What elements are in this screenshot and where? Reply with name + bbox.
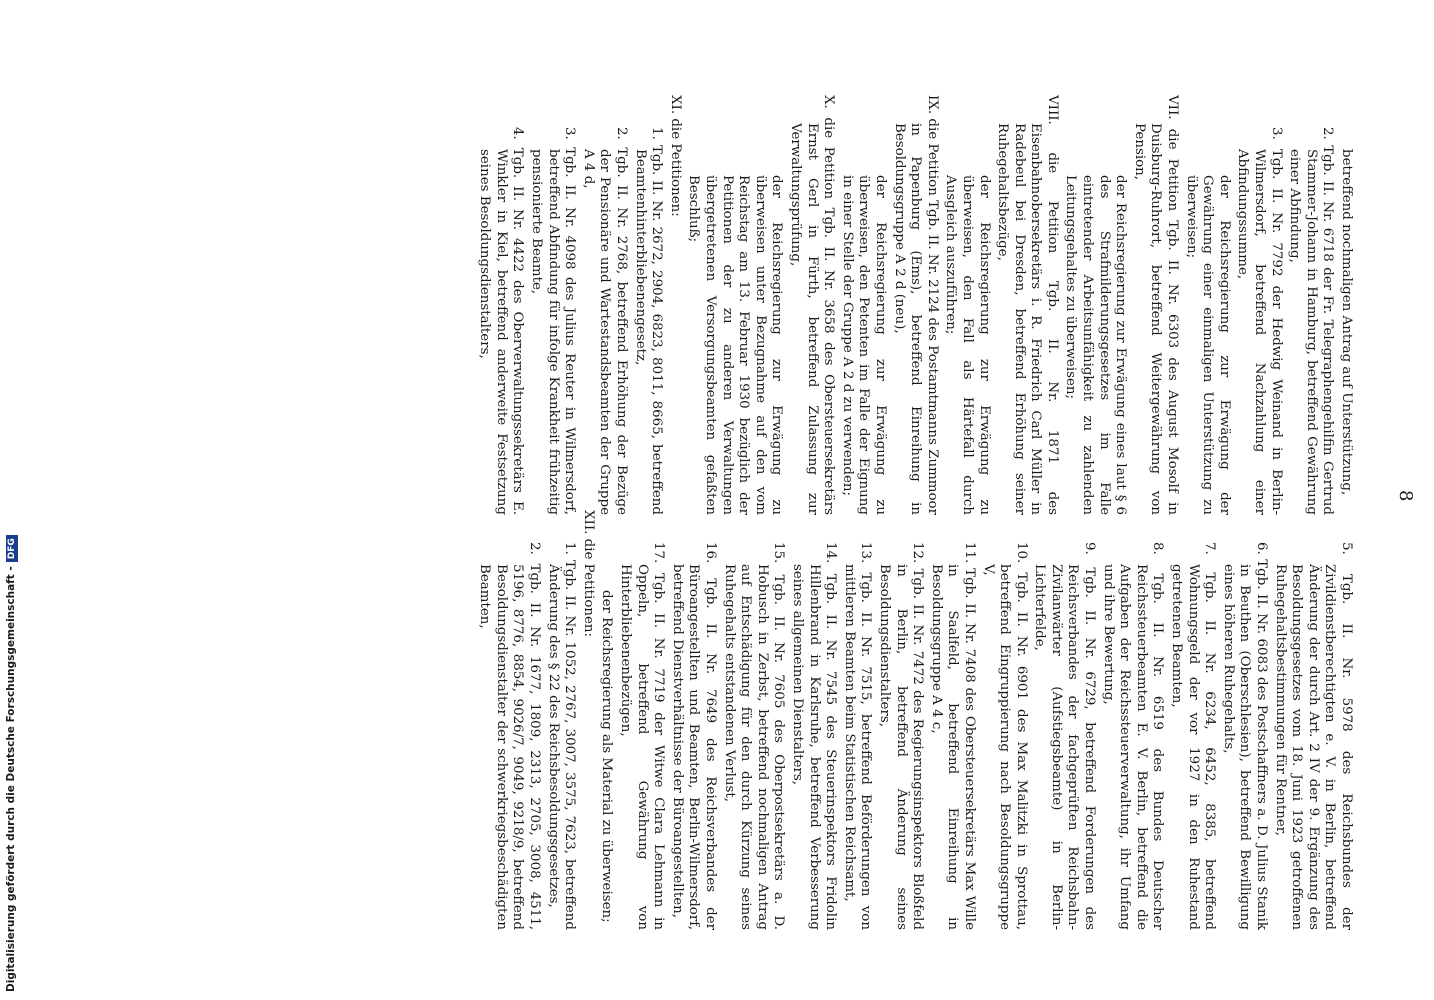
paragraph: 15. Tgb. II. Nr. 7605 des Oberpostsekretärs a. D. Hobusch in Zerbst, betreffend nochmaligen Antrag auf Entschädigung für den durch Kürzung seines Ruhegehalts entstandenen Verlust, [721, 542, 787, 930]
paragraph: IX. die Petition Tgb. II. Nr. 2124 des Postamtmanns Zummoor in Papenburg (Ems), betreffend Einreihung in Besoldungsgruppe A 2 d (neu), [891, 95, 940, 515]
paragraph: 13. Tgb. II. Nr. 7515, betreffend Beförderungen von mittleren Beamten beim Statistischen Reichsamt, [841, 542, 874, 930]
left-column [474, 95, 1354, 515]
dfg-logo: DFG [6, 535, 18, 562]
paragraph: 12. Tgb. II. Nr. 7472 des Regierungsinspektors Bloßfeld in Berlin, betreffend Änderung seines Besoldungsdienstalters, [876, 542, 926, 930]
footer [0, 0, 22, 1000]
paragraph: 8. Tgb. II. Nr. 6519 des Bundes Deutscher Reichssteuerbeamten E. V. Berlin, betreffend die Aufgaben der Reichssteuerverwaltung, ihr Umfang und ihre Bewertung, [1100, 542, 1166, 930]
paragraph: VIII. die Petition Tgb. II. Nr. 1871 des Eisenbahnobersekretärs i. R. Friedrich Carl Müller in Radebeul bei Dresden, betreffend Erhöhung seiner Ruhegehaltsbezüge, [995, 95, 1060, 515]
footer-text: Digitalisierung gefördert durch die Deutsche Forschungsgemeinschaft - [5, 566, 17, 992]
paragraph: der Reichsregierung zur Erwägung eines laut § 6 des Strafmilderungsgesetzes im Falle eintretender Arbeitsunfähigkeit zu zahlenden Leitungsgehaltes zu überweisen; [1063, 175, 1129, 515]
paragraph: 6. Tgb. II. Nr. 6083 des Postschaffners a. D. Julius Stanik in Beuthen (Oberschlesien), betreffend Bewilligung eines höheren Ruhegehalts, [1220, 542, 1270, 930]
paragraph: 1. Tgb. II. Nr. 1052, 2767, 3007, 3575, 7623, betreffend Änderung des § 22 des Reichsbesoldungsgesetzes, [545, 542, 578, 930]
paragraph: 10. Tgb. II. Nr. 6901 des Max Malitzki in Sprottau, betreffend Eingruppierung nach Besoldungsgruppe V, [980, 542, 1029, 930]
paragraph: 17. Tgb. II. Nr. 7719 der Witwe Clara Lehmann in Oppeln, betreffend Gewährung von Hinterbliebenenbezügen, [618, 542, 667, 930]
paragraph: 3. Tgb. II. Nr. 4098 des Julius Reuter in Wilmersdorf, betreffend Abfindung für infolge Krankheit frühzeitig pensionierte Beamte, [529, 127, 578, 515]
paragraph: der Reichsregierung zur Erwägung zu überweisen, den Fall als Härtefall durch Ausgleich auszuführen; [943, 175, 992, 515]
paragraph: 2. Tgb. II. Nr. 2768, betreffend Erhöhung der Bezüge der Pensionäre und Wartestandsbeamten der Gruppe A 4 d, [580, 127, 630, 515]
paragraph: VII. die Petition Tgb. II. Nr. 6303 des August Mosolf in Duisburg-Ruhrort, betreffend Weitergewährung von Pension, [1131, 95, 1181, 515]
right-column [474, 510, 1354, 930]
paragraph: 5. Tgb. II. Nr. 5978 des Reichsbundes der Zivildienstberechtigten e. V. in Berlin, betreffend Änderung der durch Art. 2 IV der 9. Ergänzung des Besoldungsgesetzes vom 18. Juni 1923 getroffenen Ruhegehaltsbestimmungen für Rentner, [1272, 542, 1354, 930]
paragraph: 11. Tgb. II. Nr. 7408 des Obersteuersekretärs Max Wille in Saalfeld, betreffend Einreihung in Besoldungsgruppe A 4 c, [928, 542, 977, 930]
paragraph: der Reichsregierung als Material zu überweisen; [599, 590, 615, 923]
paragraph: der Reichsregierung zur Erwägung zu überweisen unter Bezugnahme auf den vom Reichstag am 13. Februar 1930 bezüglich der Petitionen der zu anderen Verwaltungen übergetretenen Versorgungsbeamten gefaßten Beschluß; [686, 175, 785, 515]
paragraph: XII. die Petitionen: [580, 510, 596, 638]
footer-text-container [5, 2, 18, 992]
paragraph: 2. Tgb. II. Nr. 1677, 1809, 2313, 2705, 3008, 4511, 5196, 8776, 8854, 9026/7, 9049, 9218/9, betreffend Besoldungsdienstalter der schwerkriegsbeschädigten Beamten, [477, 542, 543, 930]
paragraph: 7. Tgb. II. Nr. 6234, 6452, 8385, betreffend Wohnungsgeld der vor 1927 in den Ruhestand getretenen Beamten, [1169, 542, 1218, 930]
paragraph: 9. Tgb. II. Nr. 6729, betreffend Forderungen des Reichsverbandes der fachgeprüften Reichsbahn-Zivilanwärter (Aufstiegsbeamte) in Berlin-Lichterfelde, [1032, 542, 1098, 930]
paragraph: betreffend nochmaligen Antrag auf Unterstützung, [1339, 149, 1354, 496]
paragraph: 4. Tgb. II. Nr. 4422 des Oberverwaltungssekretärs E. Winkler in Kiel, betreffend anderweite Festsetzung seines Besoldungsdienstalters, [477, 127, 526, 515]
paragraph: 2. Tgb. II. Nr. 6718 der Fr. Telegraphengehilfin Gertrud Stammer-Johann in Hamburg, betreffend Gewährung einer Abfindung, [1287, 127, 1336, 515]
paragraph: X. die Petition Tgb. II. Nr. 3658 des Obersteuersekretärs Ernst Gerl in Fürth, betreffend Zulassung zur Verwaltungsprüfung, [788, 95, 837, 515]
paragraph: XI. die Petitionen: [667, 95, 683, 217]
paragraph: 14. Tgb. II. Nr. 7545 des Steuerinspektors Fridolin Hillenbrand in Karlsruhe, betreffend Verbesserung seines allgemeinen Dienstalters, [790, 542, 839, 930]
paragraph: der Reichsregierung zur Erwägung der Gewährung einer einmaligen Unterstützung zu überweisen; [1183, 175, 1232, 515]
paragraph: 1. Tgb. II. Nr. 2672, 2904, 6823, 8011, 8665, betreffend Beamtenhinterbliebenengesetz, [632, 127, 665, 515]
paragraph: 3. Tgb. II. Nr. 7792 der Hedwig Weinand in Berlin-Wilmersdorf, betreffend Nachzahlung einer Abfindungssumme, [1235, 127, 1284, 515]
paragraph: der Reichsregierung zur Erwägung zu überweisen, den Petenten im Falle der Eignung in einer Stelle der Gruppe A 2 d zu verwenden; [839, 175, 888, 515]
page-number: 8 [1395, 490, 1416, 502]
paragraph: 16. Tgb. II. Nr. 7649 des Reichsverbandes der Büroangestellten und Beamten, Berlin-Wilmersdorf, betreffend Dienstverhältnisse der Büroangestellten, [669, 542, 719, 930]
